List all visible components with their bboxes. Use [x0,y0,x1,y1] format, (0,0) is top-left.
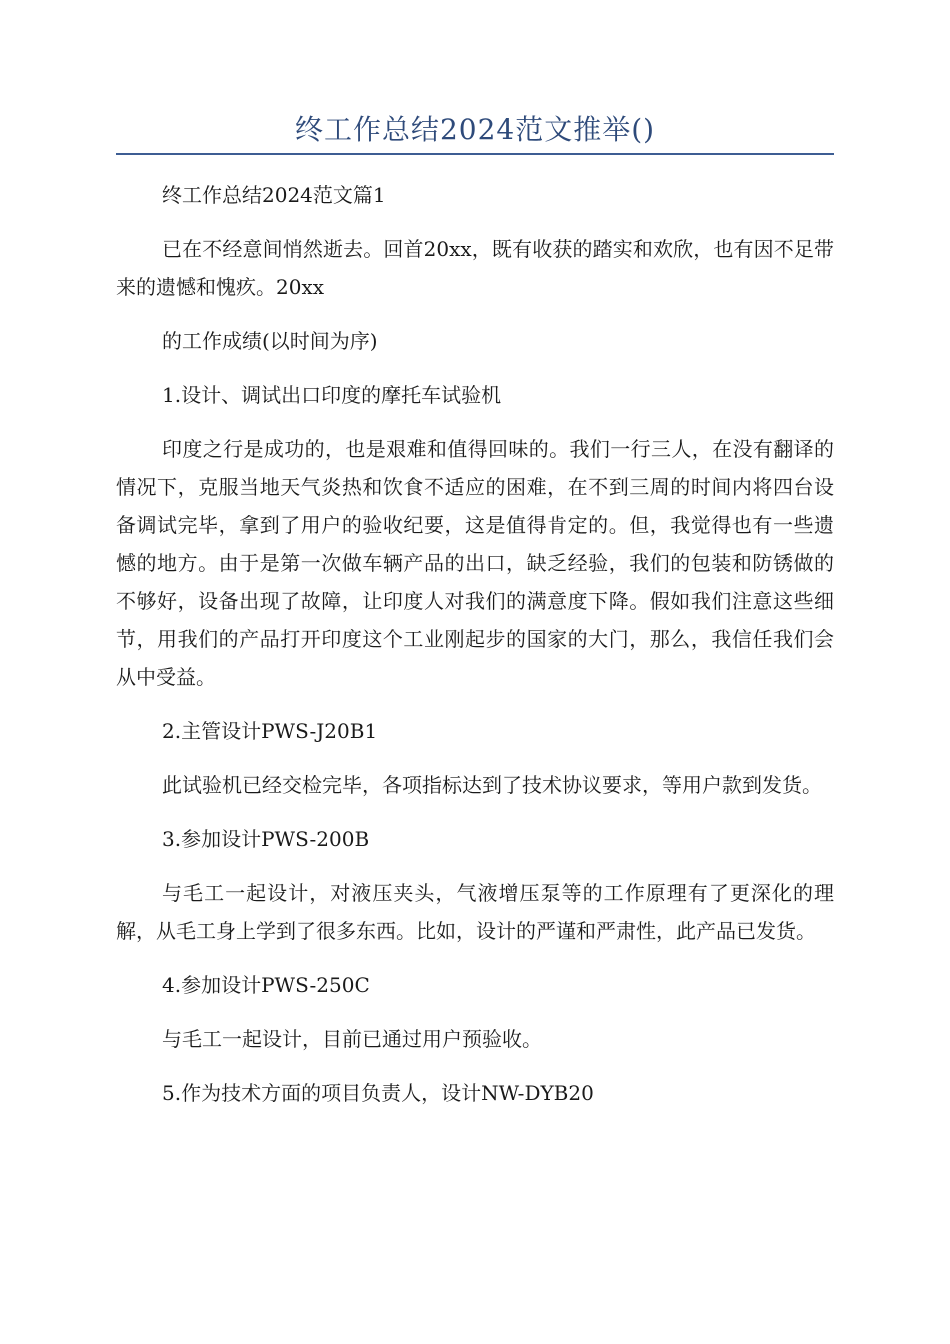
document-title: 终工作总结2024范文推举() [294,113,656,146]
paragraph-achievements-heading: 的工作成绩(以时间为序) [162,329,378,353]
paragraph-item-3: 与毛工一起设计，对液压夹头，气液增压泵等的工作原理有了更深化的理解，从毛工身上学到了很多东西。比如，设计的严谨和严肃性，此产品已发货。 [116,881,834,943]
document-body [116,176,834,1112]
section-heading: 终工作总结2024范文篇1 [162,183,386,207]
list-item-heading-3: 3.参加设计PWS-200B [162,827,370,851]
list-item-heading-4: 4.参加设计PWS-250C [162,973,370,997]
title-underline [116,153,834,155]
paragraph-item-4: 与毛工一起设计，目前已通过用户预验收。 [162,1027,542,1051]
list-item-heading-5: 5.作为技术方面的项目负责人，设计NW-DYB20 [162,1081,594,1105]
list-item-heading-2: 2.主管设计PWS-J20B1 [162,719,378,743]
paragraph-intro: 已在不经意间悄然逝去。回首20xx，既有收获的踏实和欢欣，也有因不足带来的遗憾和愧疚。20xx [116,237,834,299]
paragraph-india-trip: 印度之行是成功的，也是艰难和值得回味的。我们一行三人，在没有翻译的情况下，克服当地天气炎热和饮食不适应的困难，在不到三周的时间内将四台设备调试完毕，拿到了用户的验收纪要，这是值得肯定的。但，我觉得也有一些遗憾的地方。由于是第一次做车辆产品的出口，缺乏经验，我们的包装和防锈做的不够好，设备出现了故障，让印度人对我们的满意度下降。假如我们注意这些细节，用我们的产品打开印度这个工业刚起步的国家的大门，那么，我信任我们会从中受益。 [116,437,834,689]
list-item-heading-1: 1.设计、调试出口印度的摩托车试验机 [162,383,502,407]
paragraph-item-2: 此试验机已经交检完毕，各项指标达到了技术协议要求，等用户款到发货。 [162,773,822,797]
